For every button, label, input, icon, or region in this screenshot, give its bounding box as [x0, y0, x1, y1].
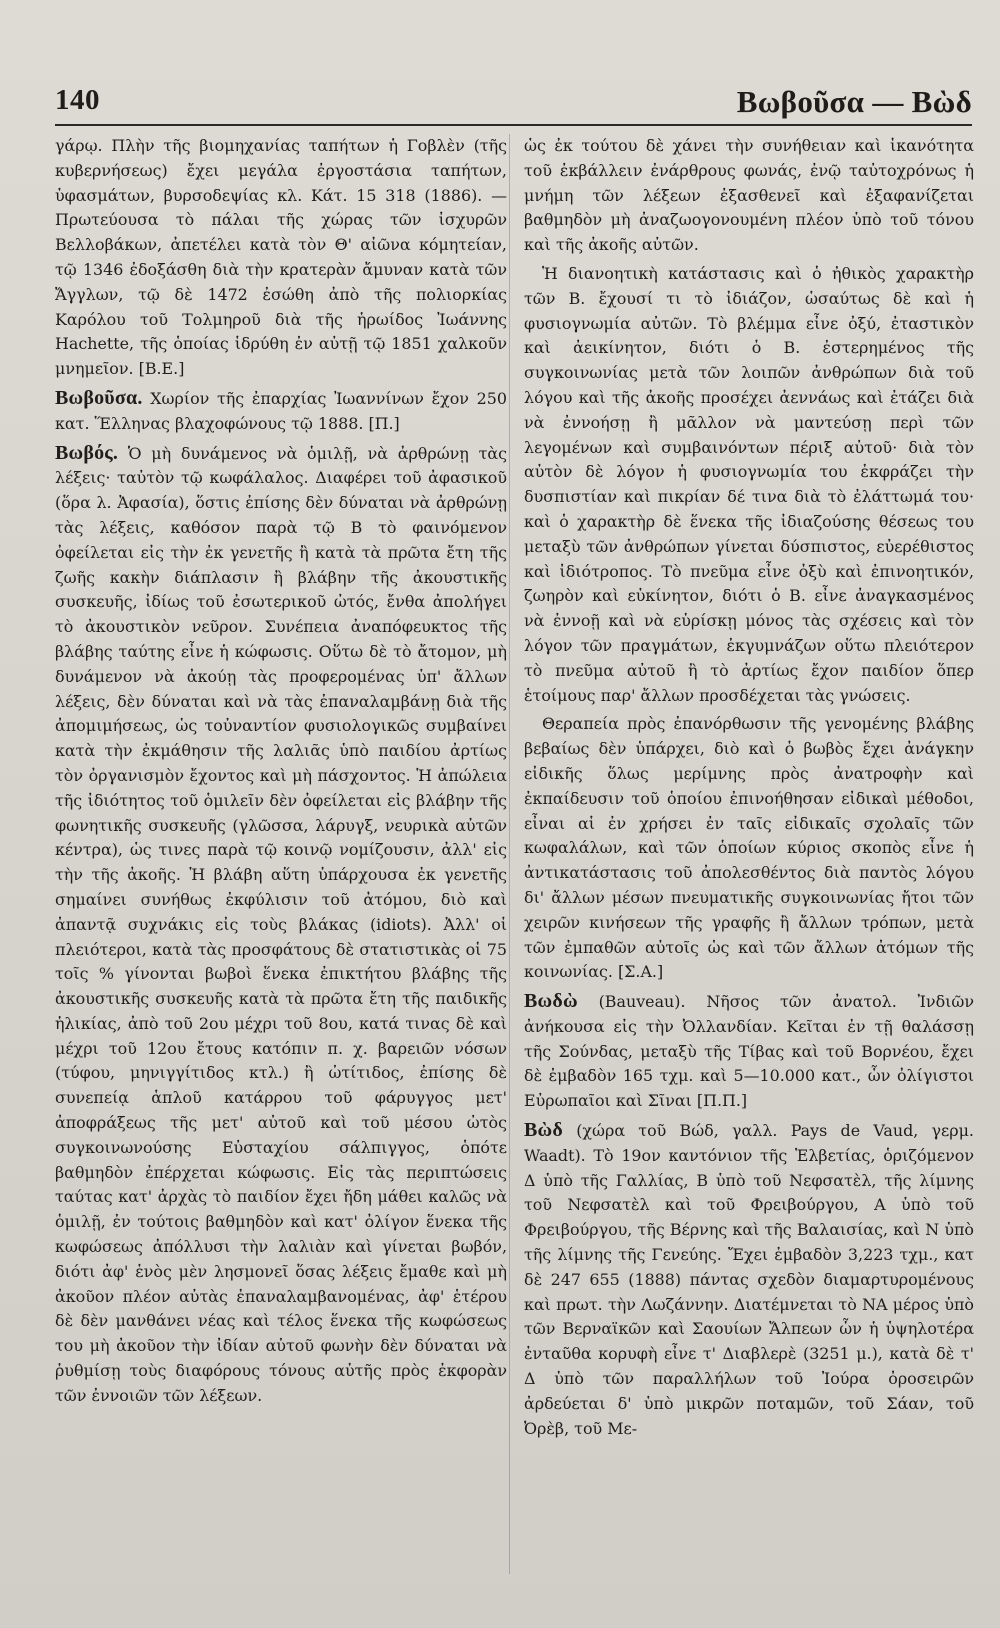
entry-text: (χώρα τοῦ Βώδ, γαλλ. Pays de Vaud, γερμ. Waadt). Τὸ 19ον καντόνιον τῆς Ἑλβετίας, ὁριζόμενον Δ ὑπὸ τῆς Γαλλίας, Β ὑπὸ τοῦ Νεφσατὲλ, τῆς λίμνης τοῦ Νεφσατὲλ καὶ τοῦ Φρειβούργου, Α ὑπὸ τοῦ Φρειβούργου, τῆς Βέρνης καὶ τῆς Βαλαισίας, καὶ Ν ὑπὸ τῆς λίμνης τῆς Γενεύης. Ἔχει ἐμβαδὸν 3,223 τχμ., κατ δὲ 247 655 (1888) πάντας σχεδὸν διαμαρτυρομένους καὶ πρωτ. τὴν Λωζάννην. Διατέμνεται τὸ ΝΑ μέρος ὑπὸ τῶν Βερναϊκῶν καὶ Σαουίων Ἄλπεων ὧν ἡ ὑψηλοτέρα ἐνταῦθα κορυφὴ εἶνε τ' Διαβλερὲ (3251 μ.), κατὰ δὲ τ' Δ ὑπὸ τῶν παραλλήλων τοῦ Ἰούρα ὀροσειρῶν ἀρδεύεται δ' ὑπὸ μικρῶν ποταμῶν, τοῦ Σάαν, τοῦ Ὀρὲβ, τοῦ Με-	[524, 1121, 974, 1438]
right-column	[524, 134, 974, 1445]
entry-vod	[524, 1118, 974, 1441]
header-rule	[55, 124, 972, 126]
entry-continuation	[55, 134, 507, 382]
entry-text: Ἡ διανοητικὴ κατάστασις καὶ ὁ ἠθικὸς χαρακτὴρ τῶν Β. ἔχουσί τι τὸ ἰδιάζον, ὡσαύτως δὲ καὶ ἡ φυσιογνωμία αὐτῶν. Τὸ βλέμμα εἶνε ὀξύ, ἐταστικὸν καὶ ἀεικίνητον, διότι ὁ Β. ἐστερημένος τῆς συγκοινωνίας μετὰ τῶν λοιπῶν ἀνθρώπων διὰ τοῦ λόγου καὶ τῆς ἀκοῆς προσέχει ἀεννάως καὶ ἐτάζει διὰ νὰ ἐννοήσῃ ἢ μᾶλλον νὰ μαντεύσῃ περὶ τῶν λεγομένων καὶ συμβαινόντων πέριξ αὐτοῦ· διὰ τὸν αὐτὸν δὲ λόγον ἡ φυσιογνωμία του ἐκφράζει τὴν δυσπιστίαν καὶ πικρίαν δέ τινα διὰ τὸ ἐλάττωμά του· καὶ ὁ χαρακτὴρ δὲ ἕνεκα τῆς ἰδιαζούσης θέσεως του μεταξὺ τῶν ἀνθρώπων γίνεται δύσπιστος, εὐερέθιστος καὶ ἰδιότροπος. Τὸ πνεῦμα εἶνε ὀξὺ καὶ ἐπινοητικόν, ζωηρὸν καὶ εὐκίνητον, διότι ὁ Β. εἶνε ἀναγκασμένος νὰ ἐννοῇ καὶ νὰ εὑρίσκῃ μόνος τὰς σχέσεις καὶ τὸν λόγον τῶν πραγμάτων, ἐκγυμνάζων οὕτω πλειότερον τὸ πνεῦμα αὐτοῦ ἢ τὸ ἀρτίως ἔχον παιδίον ὅπερ ἑτοίμους παρ' ἄλλων προσδέχεται τὰς γνώσεις.	[524, 263, 974, 705]
entry-vovousa	[55, 386, 507, 437]
entry-text: (Bauveau). Νῆσος τῶν ἀνατολ. Ἰνδιῶν ἀνήκουσα εἰς τὴν Ὀλλανδίαν. Κεῖται ἐν τῇ θαλάσσῃ τῆς Σούνδας, μεταξὺ τῆς Τίβας καὶ τοῦ Βορνέου, ἔχει δὲ ἐμβαδὸν 165 τχμ. καὶ 5—10.000 κατ., ὧν ὀλίγιστοι Εὐρωπαῖοι καὶ Σῖναι [Π.Π.]	[524, 992, 974, 1111]
column-divider	[509, 134, 510, 1574]
headword: Βωβός.	[55, 441, 119, 464]
paragraph-mental-state	[524, 262, 974, 708]
entry-continuation	[524, 134, 974, 258]
headword: Βωβοῦσα.	[55, 386, 143, 409]
page-number: 140	[55, 84, 100, 116]
entry-vovos	[55, 441, 507, 1409]
entry-text: Ὁ μὴ δυνάμενος νὰ ὁμιλῇ, νὰ ἀρθρώνῃ τὰς λέξεις· ταὐτὸν τῷ κωφάλαλος. Διαφέρει τοῦ ἀφασικοῦ (ὅρα λ. Ἀφασία), ὅστις ἐπίσης δὲν δύναται νὰ ἀρθρώνῃ τὰς λέξεις, καθόσον παρὰ τῷ Β τὸ φαινόμενον ὀφείλεται εἰς τὴν ἐκ γενετῆς ἢ κατὰ τὰ πρῶτα ἔτη τῆς ζωῆς κακὴν διάπλασιν ἢ βλάβην τῆς ἀκουστικῆς συσκευῆς, ἰδίως τοῦ ἐσωτερικοῦ ὠτός, ἔνθα ἀπολήγει τὸ ἀκουστικὸν νεῦρον. Συνέπεια ἀναπόφευκτος τῆς βλάβης ταύτης εἶνε ἡ κώφωσις. Οὕτω δὲ τὸ ἄτομον, μὴ δυνάμενον νὰ ἀκούῃ τὰς προφερομένας ὑπ' ἄλλων λέξεις, δὲν δύναται καὶ νὰ τὰς ἐπαναλαμβάνῃ διὰ τῆς ἀπομιμήσεως, ὡς τοὐναντίον φυσιολογικῶς συμβαίνει κατὰ τὴν ἐκμάθησιν τῆς λαλιᾶς ὑπὸ παιδίου ἀρτίως τὸν ὀργανισμὸν ἔχοντος καὶ μὴ πάσχοντος. Ἡ ἀπώλεια τῆς ἰδιότητος τοῦ ὁμιλεῖν δὲν ὀφείλεται εἰς βλάβην τῆς φωνητικῆς συσκευῆς (γλῶσσα, λάρυγξ, νευρικὰ αὐτῶν κέντρα), ὡς τινες παρὰ τῷ κοινῷ νομίζουσιν, ἀλλ' εἰς τὴν τῆς ἀκοῆς. Ἡ βλάβη αὕτη ὑπάρχουσα ἐκ γενετῆς σημαίνει συνήθως ἐκφύλισιν τοῦ ἀτόμου, διὸ καὶ ἀπαντᾷ συχνάκις εἰς τοὺς βλάκας (idiots). Ἀλλ' οἱ πλειότεροι, κατὰ τὰς προσφάτους δὲ στατιστικὰς οἱ 75 τοῖς % γίνονται βωβοὶ ἕνεκα ἐπικτήτου βλάβης τῆς ἀκουστικῆς συσκευῆς κατὰ τὰ πρῶτα ἔτη τῆς παιδικῆς ἡλικίας, ἀπὸ τοῦ 2ου μέχρι τοῦ 8ου, κατά τινας δὲ καὶ μέχρι τοῦ 12ου ἔτους κατόπιν π. χ. βαρειῶν νόσων (τύφου, μηνιγγίτιδος κτλ.) ἢ ὠτίτιδος, ἐπίσης δὲ συνεπείᾳ ἁπλοῦ κατάρρου τοῦ φάρυγγος μετ' ἀποφράξεως τῆς μετ' αὐτοῦ καὶ τοῦ μέσου ὠτὸς συγκοινωνούσης Εὐσταχίου σάλπιγγος, ὁπότε βαθμηδὸν ἐπέρχεται κώφωσις. Εἰς τὰς περιπτώσεις ταύτας κατ' ἀρχὰς τὸ παιδίον ἔχει ἤδη μάθει καλῶς νὰ ὁμιλῇ, ἐν τούτοις βαθμηδὸν καὶ κατ' ὀλίγον ἕνεκα τῆς κωφώσεως ἀπόλλυσι τὴν λαλιὰν καὶ γίνεται βωβόν, διότι ἀφ' ἑνὸς μὲν λησμονεῖ ὅσας λέξεις ἔμαθε καὶ μὴ ἀκοῦον πλέον αὐτὰς ἐπαναλαμβανομένας, ἀφ' ἑτέρου δὲ δὲν μανθάνει νέας καὶ τέλος ἕνεκα τῆς κωφώσεως του μὴ ἀκοῦον τὴν ἰδίαν αὐτοῦ φωνὴν δὲν δύναται νὰ ῥυθμίσῃ τοὺς διαφόρους τόνους αὐτῆς πρὸς ἐκφορὰν τῶν ἐννοιῶν τῶν λέξεων.	[55, 443, 507, 1405]
running-head: Βωβοῦσα — Βὼδ	[736, 84, 972, 119]
paragraph-therapy	[524, 712, 974, 985]
entry-text: Θεραπεία πρὸς ἐπανόρθωσιν τῆς γενομένης βλάβης βεβαίως δὲν ὑπάρχει, διὸ καὶ ὁ βωβὸς ἔχει ἀνάγκην εἰδικῆς ὅλως μερίμνης πρὸς ἀνατροφὴν καὶ ἐκπαίδευσιν τοῦ ὁποίου ἐπινοήθησαν εἰδικαὶ μέθοδοι, εἶναι αἱ ἐν χρήσει ἐν ταῖς εἰδικαῖς σχολαῖς τῶν κωφαλάλων, καὶ τῶν ὁποίων κύριος σκοπὸς εἶνε ἡ ἀντικατάστασις τοῦ ἀπολεσθέντος διὰ παντὸς λόγου δι' ἄλλων μέσων πνευματικῆς συγκοινωνίας ἤτοι τῶν χειρῶν κινήσεων τῆς γραφῆς ἢ ἄλλων τρόπων, μετὰ τῶν ἐμπαθῶν αὐτοῖς ὡς καὶ τῶν ἄλλων ἀτόμων τῆς κοινωνίας. [Σ.Α.]	[524, 714, 974, 982]
entry-text: γάρῳ. Πλὴν τῆς βιομηχανίας ταπήτων ἡ Γοβλὲν (τῆς κυβερνήσεως) ἔχει μεγάλα ἐργοστάσια ταπήτων, ὑφασμάτων, βυρσοδεψίας κλ. Κάτ. 15 318 (1886). — Πρωτεύουσα τὸ πάλαι τῆς χώρας τῶν ἰσχυρῶν Βελλοβάκων, ἀπετέλει κατὰ τὸν Θ' αἰῶνα κόμητείαν, τῷ 1346 ἐδοξάσθη διὰ τὴν κρατερὰν ἄμυναν κατὰ τῶν Ἄγγλων, τῷ δὲ 1472 ἐσώθη ἀπὸ τῆς πολιορκίας Καρόλου τοῦ Τολμηροῦ διὰ τῆς ἡρωίδος Ἰωάννης Hachette, τῆς ὁποίας ἱδρύθη ἐν αὐτῇ τῷ 1851 χαλκοῦν μνημεῖον. [Β.Ε.]	[55, 136, 507, 379]
entry-text: Χωρίον τῆς ἐπαρχίας Ἰωαννίνων ἔχον 250 κατ. Ἕλληνας βλαχοφώνους τῷ 1888. [Π.]	[55, 388, 507, 433]
left-column	[55, 134, 507, 1413]
entry-vodo	[524, 989, 974, 1114]
headword: Βωδὼ	[524, 990, 578, 1013]
headword: Βὼδ	[524, 1119, 563, 1142]
entry-text: ὡς ἐκ τούτου δὲ χάνει τὴν συνήθειαν καὶ ἱκανότητα τοῦ ἐκβάλλειν ἐνάρθρους φωνάς, ἐνῷ ταὐτοχρόνως ἡ μνήμη τῶν λέξεων ἐξασθενεῖ καὶ ἐξαφανίζεται βαθμηδὸν μὴ ἀναζωογονουμένη πλέον ὑπὸ τοῦ τόνου καὶ τῆς ἀκοῆς αὐτῶν.	[524, 136, 974, 255]
page-header	[55, 84, 972, 122]
